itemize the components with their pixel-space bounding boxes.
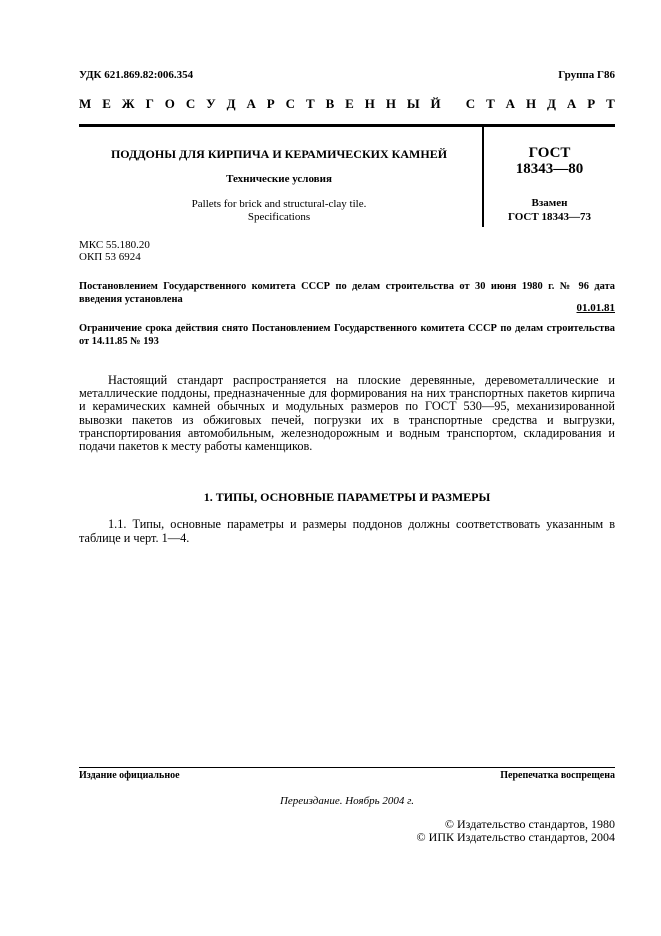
copyright-line-2: © ИПК Издательство стандартов, 2004 [416, 830, 615, 844]
banner-letter: Е [102, 96, 111, 111]
intro-paragraph: Настоящий стандарт распространяется на плоские деревянные, деревометаллические и металлические поддоны, предназначенные для формирования на них транспортных пакетов кирпича и керамических камней обычных и модульных размеров по ГОСТ 530—95, механизированной вывозки пакетов из обжиговых печей, погрузки их в транспортные средства и выгрузки, транспортирования автомобильным, железнодорожным и водным транспортом, складирования и подачи пакетов к месту работы каменщиков. [79, 373, 615, 454]
replaces-value: ГОСТ 18343—73 [508, 211, 591, 223]
banner-letter: А [505, 96, 516, 111]
group-code: Группа Г86 [558, 69, 615, 81]
banner-letter: С [465, 96, 476, 111]
banner-letter: Р [266, 96, 275, 111]
document-subtitle: Технические условия [226, 173, 332, 185]
udk-code: УДК 621.869.82:006.354 [79, 69, 194, 81]
reprint-prohibited-label: Перепечатка воспрещена [500, 770, 615, 781]
banner-letter: Р [587, 96, 596, 111]
banner-letter: Ж [121, 96, 135, 111]
banner-letter: Г [145, 96, 154, 111]
banner-letter: Е [345, 96, 354, 111]
banner-letter: О [164, 96, 175, 111]
decree-text: Постановлением Государственного комитета СССР по делам строительства от 30 июня 1980 г. № 96 дата введения установлена [79, 281, 615, 305]
banner-letter [452, 96, 455, 112]
gost-number: 18343—80 [515, 161, 584, 177]
okp-code: ОКП 53 6924 [79, 251, 141, 263]
banner-letter: В [325, 96, 335, 111]
banner-letter: А [246, 96, 256, 111]
banner-letter: С [185, 96, 196, 111]
banner-letter: Ы [406, 96, 420, 111]
banner-letter: У [206, 96, 216, 111]
interstate-standard-banner [79, 96, 615, 112]
banner-letter: Д [226, 96, 236, 111]
header-rule [79, 124, 615, 127]
banner-letter: Т [606, 96, 615, 111]
mks-code: МКС 55.180.20 [79, 239, 150, 251]
clause-paragraph: 1.1. Типы, основные параметры и размеры поддонов должны соответствовать указанным в таблице и черт. 1—4. [79, 517, 615, 545]
document-title: ПОДДОНЫ ДЛЯ КИРПИЧА И КЕРАМИЧЕСКИХ КАМНЕЙ [110, 147, 448, 161]
english-title-line1: Pallets for brick and structural-clay tile. [191, 198, 367, 210]
footer-rule [79, 767, 615, 768]
banner-letter: А [566, 96, 577, 111]
section-heading: 1. ТИПЫ, ОСНОВНЫЕ ПАРАМЕТРЫ И РАЗМЕРЫ [203, 490, 491, 504]
banner-letter: Й [430, 96, 441, 111]
replaces-label: Взамен [531, 197, 568, 209]
banner-letter: Т [486, 96, 495, 111]
reissue-note: Переиздание. Ноябрь 2004 г. [279, 795, 415, 807]
banner-letter: М [79, 96, 92, 111]
banner-letter: Н [364, 96, 375, 111]
banner-letter: Н [385, 96, 396, 111]
effective-date: 01.01.81 [576, 302, 615, 314]
limitation-text: Ограничение срока действия снято Постановлением Государственного комитета СССР по делам строительства от 14.11.85 № 193 [79, 323, 615, 347]
banner-letter: Н [525, 96, 537, 111]
copyright-line-1: © Издательство стандартов, 1980 [444, 817, 615, 831]
gost-label: ГОСТ [528, 145, 571, 161]
banner-letter: Д [547, 96, 556, 111]
official-edition-label: Издание официальное [79, 770, 180, 781]
english-title-line2: Specifications [247, 211, 311, 223]
banner-letter: Т [305, 96, 315, 111]
banner-letter: С [285, 96, 296, 111]
